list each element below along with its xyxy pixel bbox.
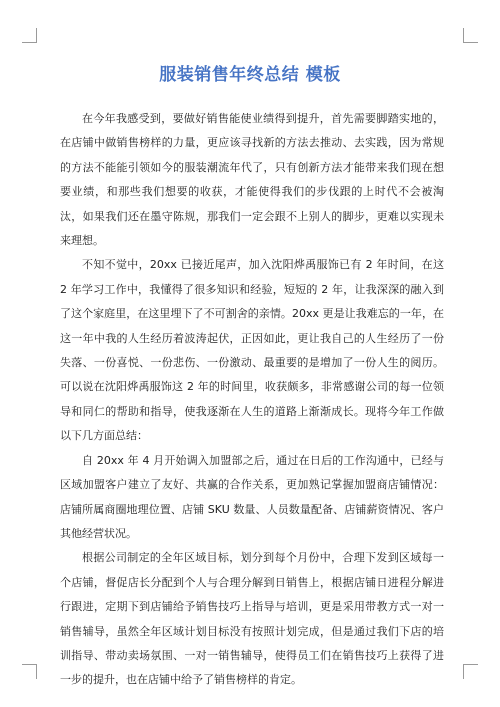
paragraph-4: 根据公司制定的全年区域目标，划分到每个月份中，合理下发到区域每一个店铺，督促店长分配到个人与合理分解到日销售上，根据店铺日进程分解进行跟进，定期下到店铺给予销售技巧上指导与培训，更是采用带教方式一对一销售辅导，虽然全年区域计划目标没有按照计划完成，但是通过我们下店的培训指导、带动卖场氛围、一对一销售辅导，使得员工们在销售技巧上获得了进一步的提升，也在店铺中给予了销售榜样的肯定。 [60,551,444,687]
crop-mark-top-left [22,28,37,43]
crop-mark-bottom-right [463,664,478,679]
crop-mark-top-right [463,28,478,43]
document-body [60,107,444,693]
paragraph-2: 不知不觉中，20xx 已接近尾声，加入沈阳烨禹服饰已有 2 年时间，在这 2 年学习工作中，我懂得了很多知识和经验，短短的 2 年，让我深深的融入到了这个家庭里，在这里埋下了不可割舍的亲情。20xx 更是让我难忘的一年，在这一年中我的人生经历着波涛起伏，正因如此，更让我自己的人生经历了一份失落、一份喜悦、一份悲伤、一份激动、最重要的是增加了一份人生的阅历。可以说在沈阳烨禹服饰这 2 年的时间里，收获颇多，非常感谢公司的每一位领导和同仁的帮助和指导，使我逐渐在人生的道路上渐渐成长。现将今年工作做以下几方面总结： [60,258,444,443]
paragraph-1: 在今年我感受到，要做好销售能使业绩得到提升，首先需要脚踏实地的，在店铺中做销售榜样的力量，更应该寻找新的方法去推动、去实践，因为常规的方法不能能引领如今的服装潮流年代了，只有创新方法才能带来我们现在想要业绩，和那些我们想要的收获，才能使得我们的步伐跟的上时代不会被淘汰，如果我们还在墨守陈规，那我们一定会跟不上别人的脚步，更难以实现未来理想。 [60,112,444,248]
document-title: 服装销售年终总结 模板 [159,65,341,85]
crop-mark-bottom-left [22,664,37,679]
paragraph-3: 自 20xx 年 4 月开始调入加盟部之后，通过在日后的工作沟通中，已经与区域加盟客户建立了友好、共赢的合作关系，更加熟记掌握加盟商店铺情况：店铺所属商圈地理位置、店铺 SKU 数量、人员数量配备、店铺薪资情况、客户其他经营状况。 [60,453,444,540]
